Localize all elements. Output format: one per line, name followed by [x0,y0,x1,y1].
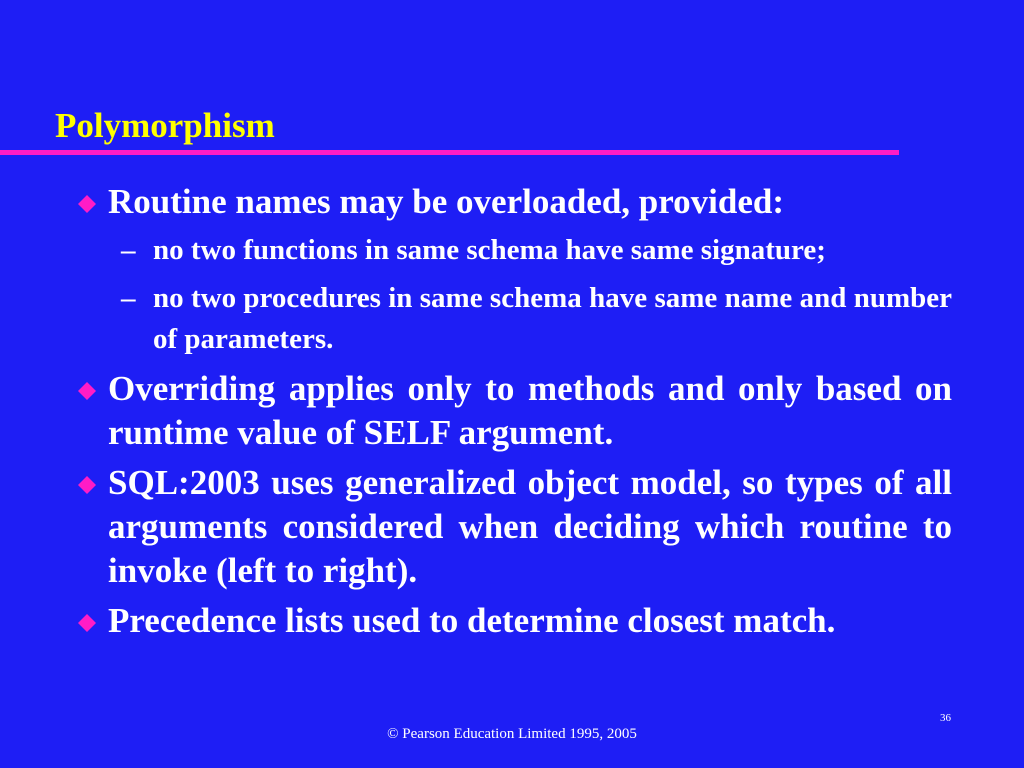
diamond-icon [76,180,100,224]
diamond-icon [76,461,100,505]
bullet-list [70,180,952,649]
dash-marker: – [121,234,136,266]
bullet-item [70,461,952,593]
sub-bullet-item [70,230,952,271]
title-divider [0,150,899,155]
bullet-text: SQL:2003 uses generalized object model, so types of all arguments considered when deciding which routine to invoke (left to right). [108,463,952,590]
sub-bullet-item [70,278,952,360]
slide-title: Polymorphism [55,106,275,145]
bullet-text: Overriding applies only to methods and only based on runtime value of SELF argument. [108,369,952,452]
diamond-icon [76,367,100,411]
sub-bullet-text: no two functions in same schema have same signature; [153,234,826,266]
sub-bullet-text: no two procedures in same schema have same name and number of parameters. [153,282,952,355]
sub-bullet-list [70,230,952,360]
bullet-text: Precedence lists used to determine closest match. [108,601,836,640]
page-number: 36 [940,712,951,724]
bullet-text: Routine names may be overloaded, provided: [108,182,785,221]
bullet-item [70,367,952,455]
dash-marker: – [121,282,136,314]
bullet-item [70,180,952,224]
bullet-item [70,599,952,643]
diamond-icon [76,599,100,643]
copyright-footer: © Pearson Education Limited 1995, 2005 [387,726,637,742]
